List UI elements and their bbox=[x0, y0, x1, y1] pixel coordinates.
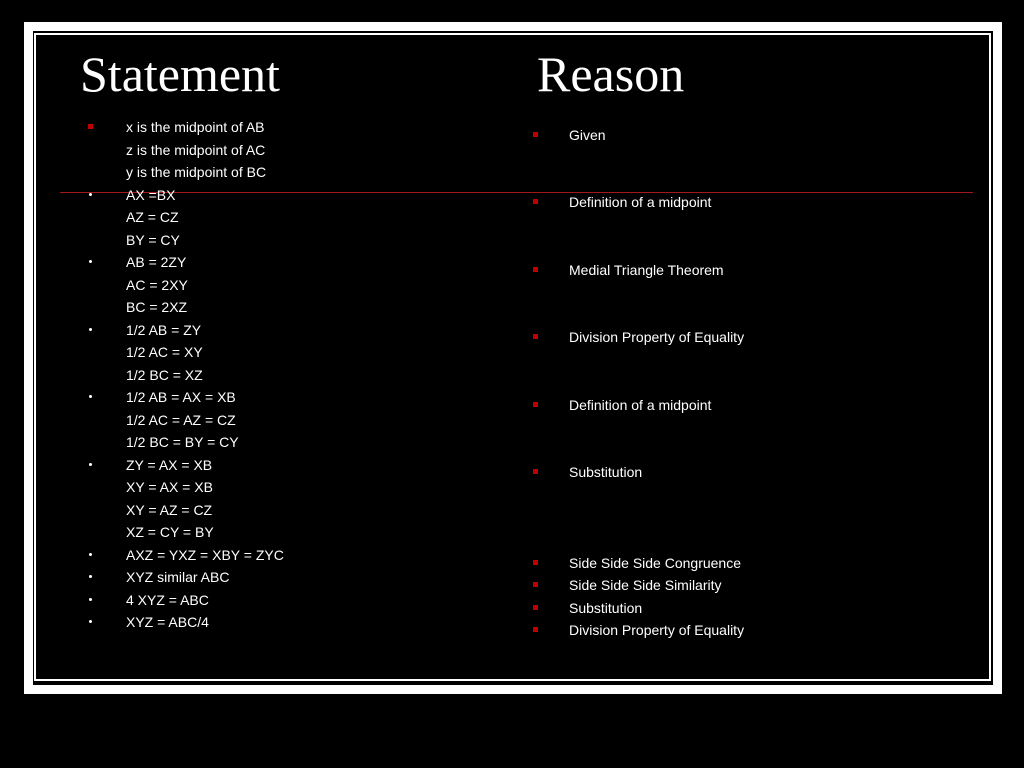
statement-text: AZ = CZ bbox=[126, 209, 179, 225]
statement-text: 1/2 BC = BY = CY bbox=[126, 434, 239, 450]
square-bullet-icon bbox=[88, 116, 100, 138]
square-bullet-icon bbox=[533, 552, 545, 574]
statement-text: z is the midpoint of AC bbox=[126, 142, 266, 158]
statement-text: AB = 2ZY bbox=[126, 254, 187, 270]
square-bullet-icon bbox=[533, 619, 545, 641]
statement-text: XYZ = ABC/4 bbox=[126, 614, 209, 630]
square-bullet-icon bbox=[533, 394, 545, 416]
reason-text: Definition of a midpoint bbox=[569, 397, 712, 413]
statement-text: y is the midpoint of BC bbox=[126, 164, 267, 180]
dot-bullet-icon bbox=[88, 544, 100, 566]
statement-text: 1/2 BC = XZ bbox=[126, 367, 203, 383]
statement-text: AX =BX bbox=[126, 187, 176, 203]
reason-text: Medial Triangle Theorem bbox=[569, 262, 724, 278]
reason-text: Substitution bbox=[569, 464, 643, 480]
dot-bullet-icon bbox=[88, 386, 100, 408]
statement-text: XY = AX = XB bbox=[126, 479, 213, 495]
square-bullet-icon bbox=[533, 597, 545, 619]
statement-text: AXZ = YXZ = XBY = ZYC bbox=[126, 547, 284, 563]
square-bullet-icon bbox=[533, 326, 545, 348]
reason-text: Side Side Side Congruence bbox=[569, 555, 742, 571]
reason-text: Side Side Side Similarity bbox=[569, 577, 722, 593]
square-bullet-icon bbox=[533, 191, 545, 213]
statement-text: ZY = AX = XB bbox=[126, 457, 213, 473]
reason-text: Division Property of Equality bbox=[569, 622, 745, 638]
reason-text: Substitution bbox=[569, 600, 643, 616]
statement-text: x is the midpoint of AB bbox=[126, 119, 265, 135]
statement-text: BC = 2XZ bbox=[126, 299, 188, 315]
dot-bullet-icon bbox=[88, 611, 100, 633]
reason-heading: Reason bbox=[537, 46, 685, 102]
statement-text: XY = AZ = CZ bbox=[126, 502, 213, 518]
statement-heading: Statement bbox=[80, 46, 280, 102]
statement-text: XYZ similar ABC bbox=[126, 569, 230, 585]
statement-text: 1/2 AC = XY bbox=[126, 344, 203, 360]
dot-bullet-icon bbox=[88, 454, 100, 476]
square-bullet-icon bbox=[533, 574, 545, 596]
dot-bullet-icon bbox=[88, 589, 100, 611]
reason-text: Definition of a midpoint bbox=[569, 194, 712, 210]
square-bullet-icon bbox=[533, 124, 545, 146]
reason-text: Given bbox=[569, 127, 606, 143]
reason-text: Division Property of Equality bbox=[569, 329, 745, 345]
square-bullet-icon bbox=[533, 461, 545, 483]
statement-text: 1/2 AB = AX = XB bbox=[126, 389, 236, 405]
statement-text: 4 XYZ = ABC bbox=[126, 592, 209, 608]
dot-bullet-icon bbox=[88, 184, 100, 206]
divider-line bbox=[60, 192, 973, 193]
statement-text: 1/2 AC = AZ = CZ bbox=[126, 412, 236, 428]
statement-text: BY = CY bbox=[126, 232, 180, 248]
dot-bullet-icon bbox=[88, 566, 100, 588]
dot-bullet-icon bbox=[88, 319, 100, 341]
statement-text: 1/2 AB = ZY bbox=[126, 322, 202, 338]
dot-bullet-icon bbox=[88, 251, 100, 273]
statement-text: AC = 2XY bbox=[126, 277, 188, 293]
square-bullet-icon bbox=[533, 259, 545, 281]
statement-text: XZ = CY = BY bbox=[126, 524, 214, 540]
